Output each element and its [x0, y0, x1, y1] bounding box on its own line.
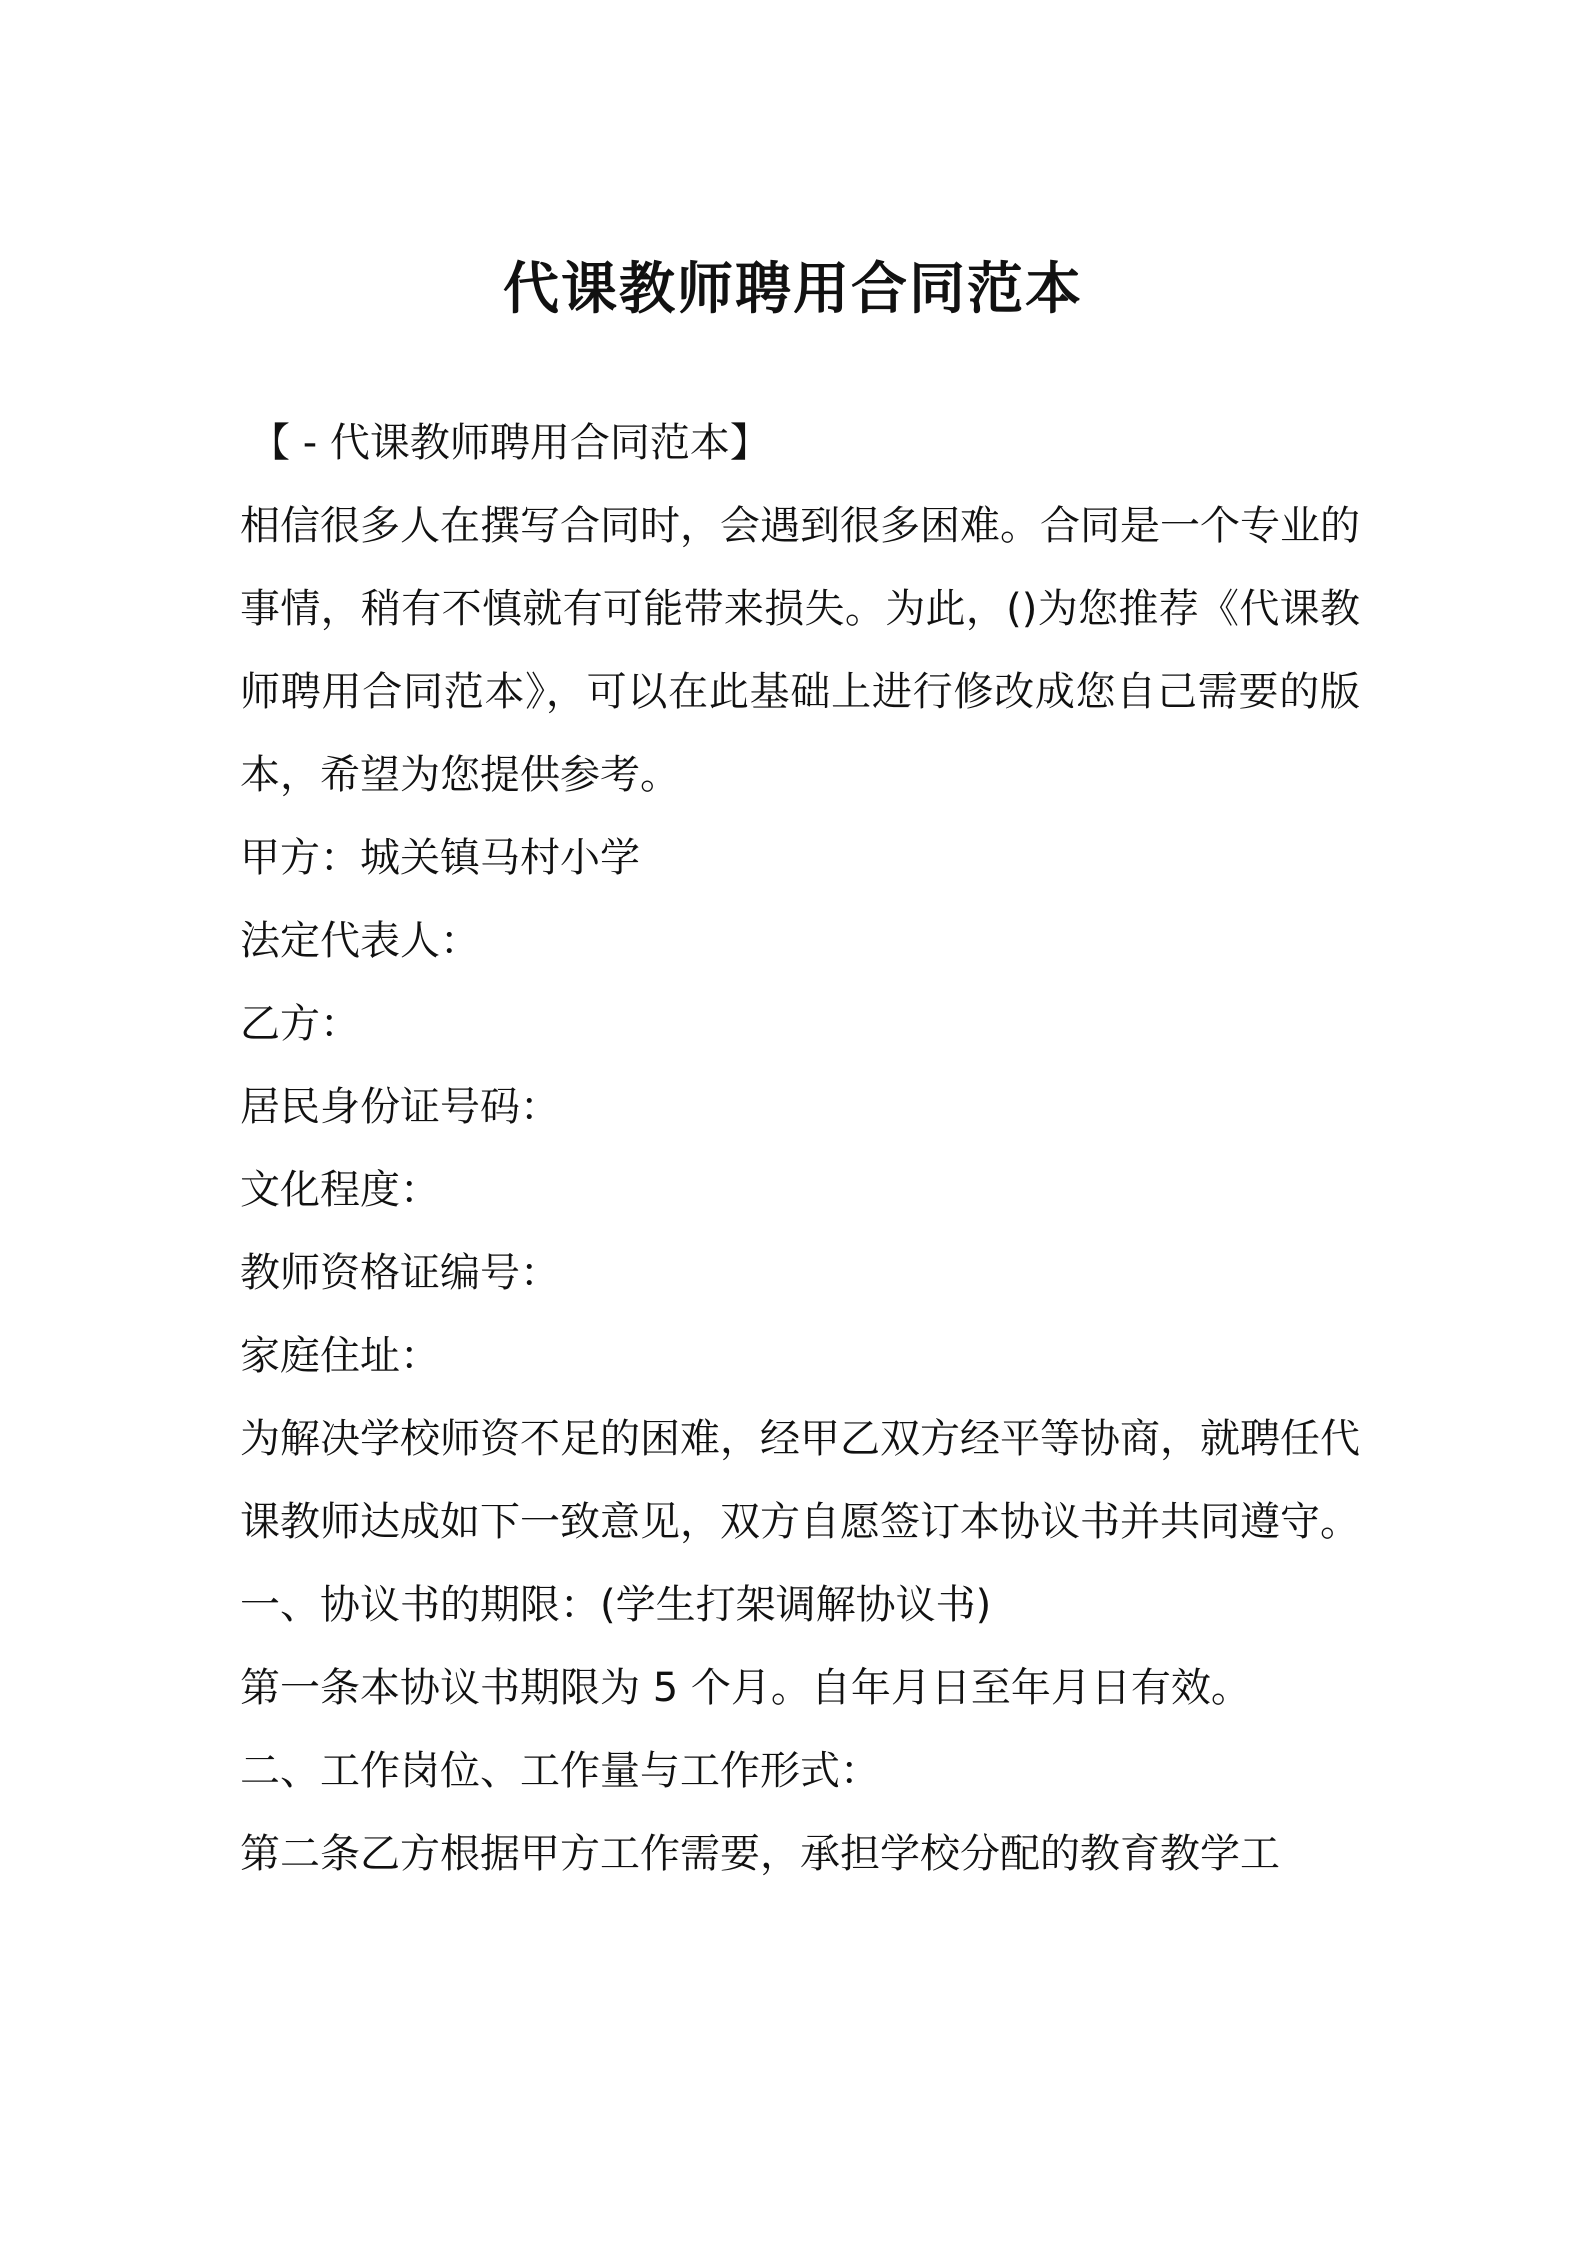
- document-subtitle: 【 - 代课教师聘用合同范本】: [250, 420, 770, 466]
- education-line: 文化程度：: [240, 1167, 440, 1213]
- document-body: [240, 402, 1360, 1896]
- legal-representative-line: 法定代表人：: [240, 918, 480, 964]
- intro-paragraph: 相信很多人在撰写合同时，会遇到很多困难。合同是一个专业的事情，稍有不慎就有可能带来损失。为此，()为您推荐《代课教师聘用合同范本》，可以在此基础上进行修改成您自己需要的版本，希望为您提供参考。: [240, 503, 1360, 798]
- section-1-heading: 一、协议书的期限：(学生打架调解协议书): [240, 1582, 992, 1628]
- document-title: 代课教师聘用合同范本: [503, 257, 1083, 322]
- id-number-line: 居民身份证号码：: [240, 1084, 560, 1130]
- section-2-heading: 二、工作岗位、工作量与工作形式：: [240, 1748, 880, 1794]
- teacher-cert-line: 教师资格证编号：: [240, 1250, 560, 1296]
- article-2-paragraph: 第二条乙方根据甲方工作需要，承担学校分配的教育教学工: [240, 1831, 1280, 1877]
- article-1-paragraph: 第一条本协议书期限为 5 个月。自年月日至年月日有效。: [240, 1665, 1251, 1711]
- purpose-paragraph: 为解决学校师资不足的困难，经甲乙双方经平等协商，就聘任代课教师达成如下一致意见，双方自愿签订本协议书并共同遵守。: [240, 1416, 1360, 1545]
- party-b-line: 乙方：: [240, 1001, 360, 1047]
- home-address-line: 家庭住址：: [240, 1333, 440, 1379]
- party-a-line: 甲方：城关镇马村小学: [240, 835, 640, 881]
